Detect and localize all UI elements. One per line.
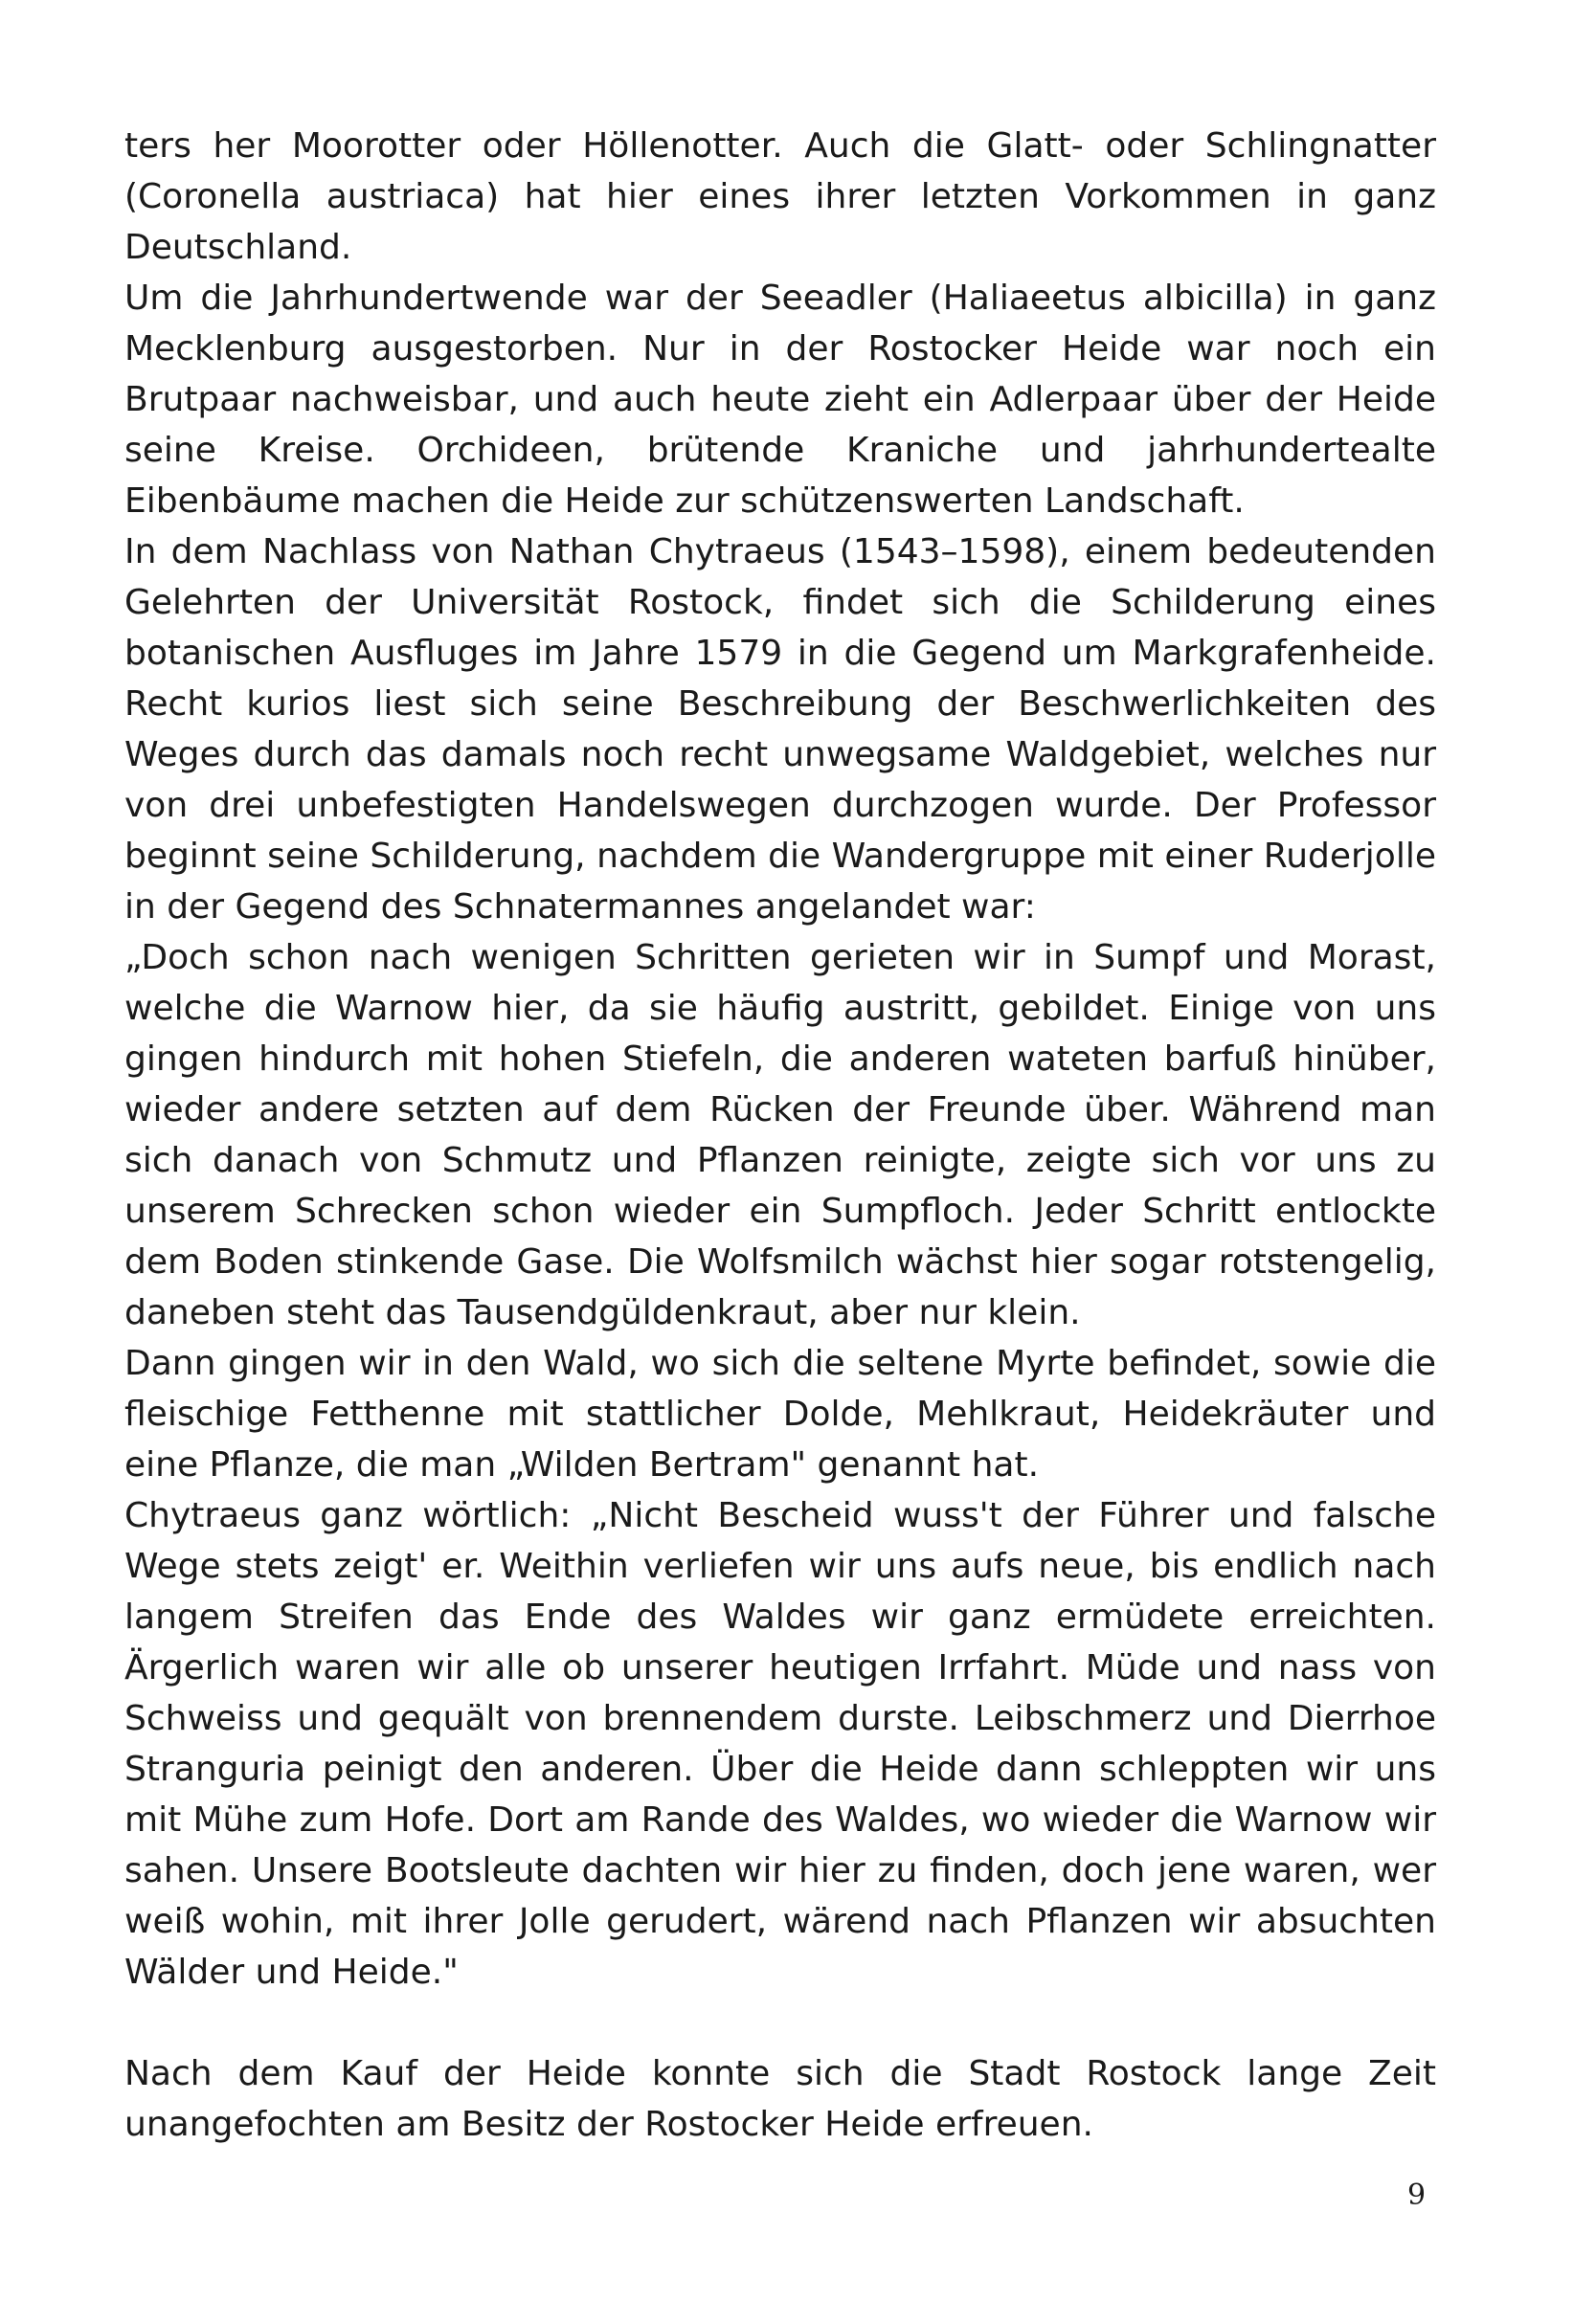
- paragraph-heath-purchase: Nach dem Kauf der Heide konnte sich die Stadt Rostock lange Zeit unangefochten am Besitz der Rostocker Heide erfreuen.: [124, 2054, 1436, 2144]
- paragraph-quote-swamp: „Doch schon nach wenigen Schritten gerieten wir in Sumpf und Morast, welche die Warnow hier, da sie häufig austritt, gebildet. Einige von uns gingen hindurch mit hohen Stiefeln, die anderen wateten barfuß hinüber, wieder andere setzten auf dem Rücken der Freunde über. Während man sich danach von Schmutz und Pflanzen reinigte, zeigte sich vor uns zu unserem Schrecken schon wieder ein Sumpfloch. Jeder Schritt entlockte dem Boden stinkende Gase. Die Wolfsmilch wächst hier sogar rotstengelig, daneben steht das Tausendgüldenkraut, aber nur klein.: [124, 938, 1436, 1332]
- paragraph-quote-journey: Chytraeus ganz wörtlich: „Nicht Bescheid wuss't der Führer und falsche Wege stets zeigt' er. Weithin verliefen wir uns aufs neue, bis endlich nach langem Streifen das Ende des Waldes wir ganz ermüdete erreichten. Ärgerlich waren wir alle ob unserer heutigen Irrfahrt. Müde und nass von Schweiss und gequält von brennendem durste. Leibschmerz und Dierrhoe Stranguria peinigt den anderen. Über die Heide dann schleppten wir uns mit Mühe zum Hofe. Dort am Rande des Waldes, wo wieder die Warnow wir sahen. Unsere Bootsleute dachten wir hier zu finden, doch jene waren, wer weiß wohin, mit ihrer Jolle gerudert, wärend nach Pflanzen wir absuchten Wälder und Heide.": [124, 1496, 1436, 1992]
- paragraph-snake-species: ters her Moorotter oder Höllenotter. Auch die Glatt- oder Schlingnatter (Coronella austriaca) hat hier eines ihrer letzten Vorkommen in ganz Deutschland.: [124, 126, 1436, 267]
- paragraph-chytraeus-intro: In dem Nachlass von Nathan Chytraeus (1543–1598), einem bedeutenden Gelehrten der Universität Rostock, findet sich die Schilderung eines botanischen Ausfluges im Jahre 1579 in die Gegend um Markgrafenheide. Recht kurios liest sich seine Beschreibung der Beschwerlichkeiten des Weges durch das damals noch recht unwegsame Waldgebiet, welches nur von drei unbefestigten Handelswegen durchzogen wurde. Der Professor beginnt seine Schilderung, nachdem die Wandergruppe mit einer Ruderjolle in der Gegend des Schnatermannes angelandet war:: [124, 532, 1436, 927]
- paragraph-sea-eagle: Um die Jahrhundertwende war der Seeadler (Haliaeetus albicilla) in ganz Mecklenburg ausgestorben. Nur in der Rostocker Heide war noch ein Brutpaar nachweisbar, und auch heute zieht ein Adlerpaar über der Heide seine Kreise. Orchideen, brütende Kraniche und jahrhundertealte Eibenbäume machen die Heide zur schützenswerten Landschaft.: [124, 279, 1436, 521]
- paragraph-quote-forest: Dann gingen wir in den Wald, wo sich die seltene Myrte befindet, sowie die fleischige Fetthenne mit stattlicher Dolde, Mehlkraut, Heidekräuter und eine Pflanze, die man „Wilden Bertram" genannt hat.: [124, 1344, 1436, 1485]
- page-body: [124, 121, 1436, 2150]
- page-number: 9: [1407, 2179, 1427, 2212]
